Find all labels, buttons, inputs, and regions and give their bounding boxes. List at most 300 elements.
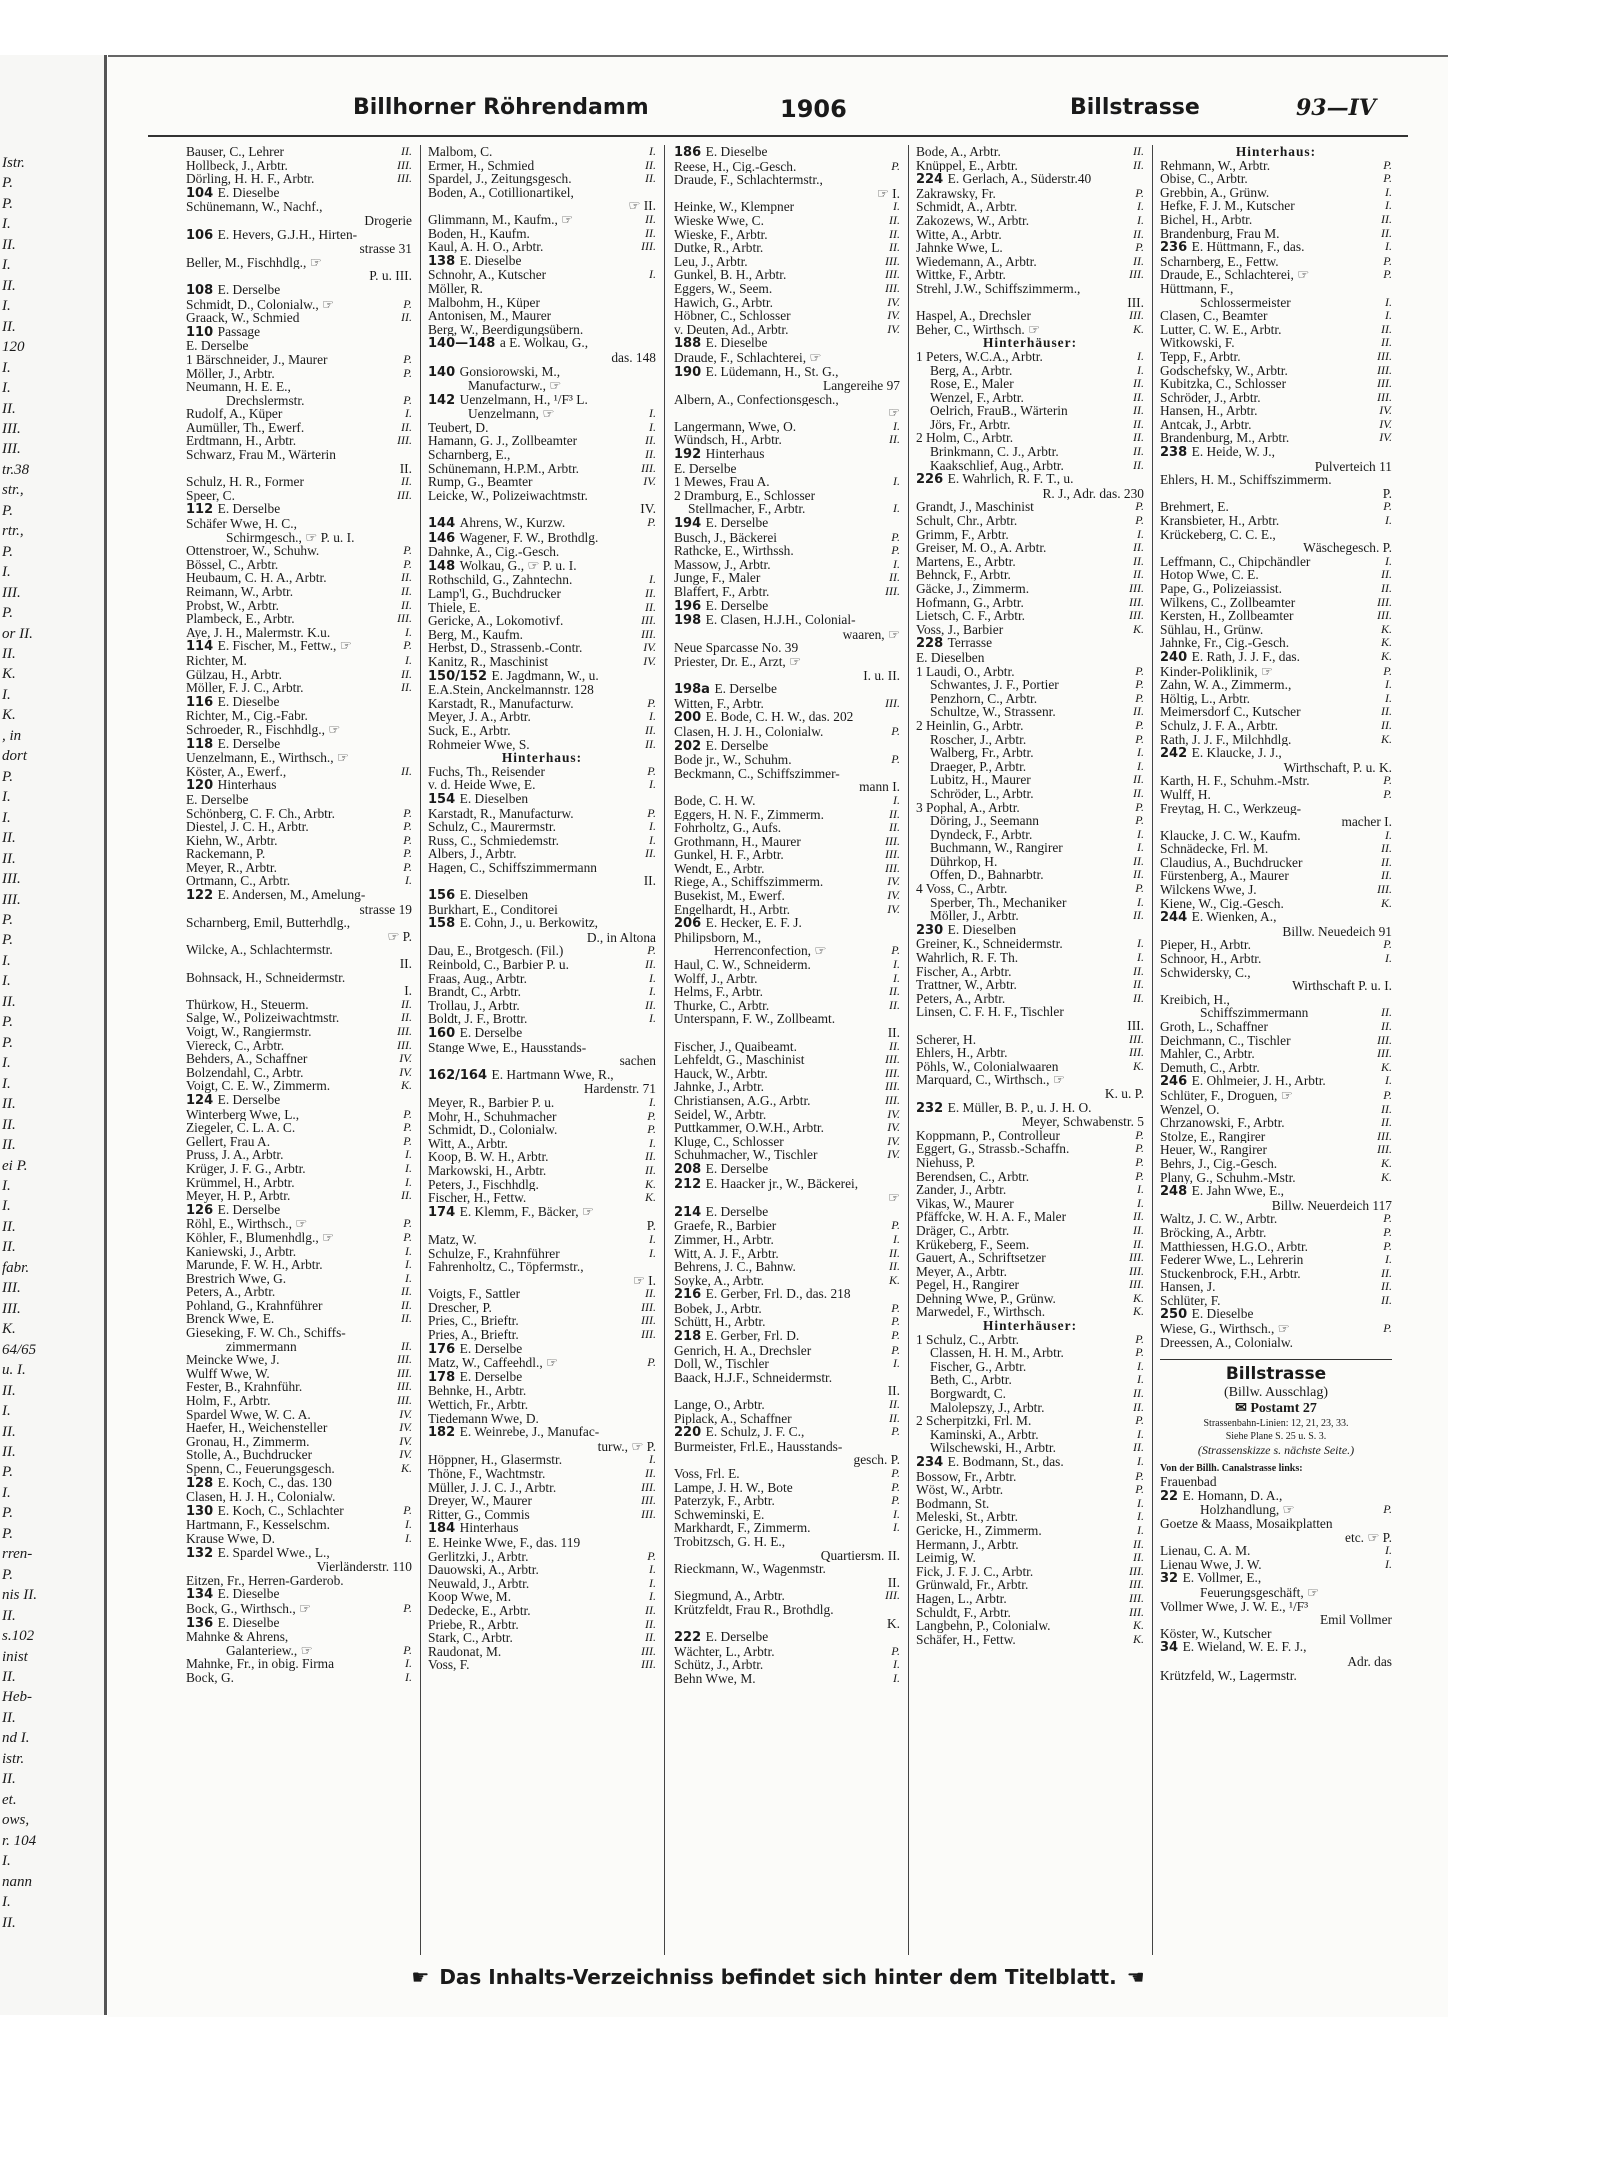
floor-marker: IV. xyxy=(887,902,900,916)
entry-text: Langereihe 97 xyxy=(823,379,900,393)
floor-marker: I. xyxy=(649,1246,656,1260)
directory-entry xyxy=(1160,1074,1392,1089)
entry-text: D., in Altona xyxy=(586,930,656,945)
entry-text: Herrenconfection, ☞ xyxy=(714,944,827,959)
entry-text: Rudolf, A., Küper xyxy=(186,407,283,421)
house-number: 240 xyxy=(1160,649,1192,665)
entry-text: Voss, Frl. E. xyxy=(674,1467,740,1481)
directory-entry xyxy=(674,406,900,420)
directory-entry xyxy=(186,1135,412,1149)
house-number: 228 xyxy=(916,636,948,651)
entry-text: E. Derselbe xyxy=(459,1369,523,1384)
directory-entry xyxy=(186,930,412,944)
directory-entry xyxy=(674,697,900,711)
directory-entry xyxy=(674,972,900,986)
entry-text: Stolle, A., Buchdrucker xyxy=(186,1448,313,1462)
entry-text: Bichel, H., Arbtr. xyxy=(1160,212,1253,227)
floor-marker: I. xyxy=(649,1576,656,1590)
entry-text: E. Homann, D. A., xyxy=(1182,1488,1283,1503)
column-3 xyxy=(674,145,900,1955)
entry-text: Voigts, F., Sattler xyxy=(428,1287,521,1301)
entry-text: Billw. Neuerdeich 117 xyxy=(1271,1198,1392,1213)
floor-marker: P. xyxy=(891,544,900,558)
directory-entry xyxy=(186,380,412,394)
entry-text: Gericke, A., Lokomotivf. xyxy=(428,614,564,628)
strip-fragment: K. xyxy=(2,707,16,724)
entry-text: Schulz, C., Maurermstr. xyxy=(428,820,556,834)
directory-entry xyxy=(916,555,1144,569)
floor-marker: I. xyxy=(1385,952,1392,966)
directory-entry xyxy=(674,1589,900,1603)
directory-entry xyxy=(674,1412,900,1426)
directory-entry xyxy=(1160,1143,1392,1157)
directory-entry xyxy=(1160,541,1392,555)
directory-entry xyxy=(1160,1116,1392,1130)
directory-entry xyxy=(916,241,1144,255)
directory-entry xyxy=(186,1108,412,1122)
floor-marker: III. xyxy=(641,614,656,628)
entry-text: Karstadt, R., Manufacturw. xyxy=(428,806,574,821)
entry-text: Schütt, H., Arbtr. xyxy=(674,1315,766,1330)
entry-text: v. Deuten, Ad., Arbtr. xyxy=(674,322,789,337)
directory-entry xyxy=(186,531,412,545)
entry-text: Wirthschaft, P. u. K. xyxy=(1283,760,1392,775)
directory-entry xyxy=(1160,1503,1392,1517)
directory-entry xyxy=(916,200,1144,214)
entry-text: K. u. P. xyxy=(1104,1086,1144,1101)
directory-entry xyxy=(1160,1669,1392,1683)
floor-marker: P. xyxy=(1383,1225,1392,1239)
floor-marker: II. xyxy=(645,587,656,600)
floor-marker: I. xyxy=(649,710,656,724)
directory-entry xyxy=(916,1305,1144,1319)
strip-fragment: II. xyxy=(2,1443,16,1460)
entry-text: gesch. P. xyxy=(853,1453,900,1467)
directory-entry xyxy=(1160,829,1392,843)
floor-marker: III. xyxy=(397,612,412,626)
directory-entry xyxy=(674,585,900,599)
entry-text: Stellmacher, F., Arbtr. xyxy=(688,502,806,517)
strip-fragment: , in xyxy=(2,727,22,744)
floor-marker: III. xyxy=(1377,363,1392,377)
entry-text: Dräger, C., Arbtr. xyxy=(916,1223,1010,1238)
entry-text: Lampe, J. H. W., Bote xyxy=(674,1480,793,1495)
directory-entry xyxy=(1160,445,1392,460)
directory-entry xyxy=(186,558,412,572)
entry-text: E. Koch, C., das. 130 xyxy=(217,1475,332,1490)
floor-marker: I. xyxy=(405,1531,412,1545)
directory-entry xyxy=(186,847,412,861)
directory-entry xyxy=(186,1066,412,1080)
directory-entry xyxy=(1160,309,1392,323)
floor-marker: II. xyxy=(1381,718,1392,732)
floor-marker: I. xyxy=(1385,1253,1392,1267)
floor-marker: P. xyxy=(403,1217,412,1231)
entry-text: Eggert, G., Strassb.-Schaffn. xyxy=(916,1142,1070,1156)
entry-text: Kiehn, W., Arbtr. xyxy=(186,833,278,848)
directory-entry xyxy=(428,1137,656,1151)
directory-entry xyxy=(916,760,1144,774)
entry-text: Berendsen, C., Arbtr. xyxy=(916,1169,1030,1184)
directory-entry xyxy=(186,1518,412,1532)
entry-text: Haspel, A., Drechsler xyxy=(916,309,1031,323)
floor-marker: P. xyxy=(1135,1483,1144,1497)
entry-text: Herbst, D., Strassenb.-Contr. xyxy=(428,641,583,655)
floor-marker: II. xyxy=(645,1150,656,1164)
directory-entry xyxy=(916,500,1144,514)
floor-marker: IV. xyxy=(1379,431,1392,445)
directory-entry xyxy=(674,1440,900,1454)
floor-marker: III. xyxy=(641,1494,656,1508)
entry-text: Brandt, C., Arbtr. xyxy=(428,985,521,999)
strip-fragment: II. xyxy=(2,1914,16,1931)
entry-text: Holm, F., Arbtr. xyxy=(186,1394,271,1408)
floor-marker: III. xyxy=(885,861,900,875)
floor-marker: II. xyxy=(645,172,656,186)
floor-marker: II. xyxy=(1133,909,1144,923)
directory-entry xyxy=(186,1093,412,1108)
entry-text: Matz, W., Caffeehdl., ☞ xyxy=(428,1356,559,1370)
floor-marker: III. xyxy=(1129,268,1144,282)
directory-entry xyxy=(186,1189,412,1203)
directory-entry xyxy=(916,1087,1144,1101)
floor-marker: II. xyxy=(401,1189,412,1203)
floor-marker: K. xyxy=(1132,622,1144,636)
directory-entry xyxy=(674,1467,900,1481)
directory-entry xyxy=(186,1476,412,1491)
directory-entry xyxy=(428,1590,656,1604)
directory-entry xyxy=(1160,1571,1392,1586)
directory-entry xyxy=(916,1551,1144,1565)
entry-text: Karth, H. F., Schuhm.-Mstr. xyxy=(1160,774,1310,788)
directory-entry xyxy=(674,351,900,365)
entry-text: Wächter, L., Arbtr. xyxy=(674,1644,775,1659)
directory-entry xyxy=(186,1657,412,1671)
directory-entry xyxy=(428,213,656,227)
directory-entry xyxy=(428,516,656,531)
floor-marker: P. xyxy=(403,1503,412,1517)
floor-marker: III. xyxy=(641,1480,656,1494)
entry-text: Clasen, C., Beamter xyxy=(1160,309,1268,323)
entry-text: Stolze, E., Rangirer xyxy=(1160,1129,1266,1144)
entry-text: Möller, F. J. C., Arbtr. xyxy=(186,681,304,695)
floor-marker: I. xyxy=(405,1161,412,1175)
directory-entry xyxy=(1160,774,1392,788)
floor-marker: K. xyxy=(400,1079,412,1093)
directory-entry xyxy=(674,1425,900,1440)
entry-text: Dutke, R., Arbtr. xyxy=(674,241,764,255)
strip-fragment: r. 104 xyxy=(2,1832,37,1849)
entry-text: E. Lüdemann, H., St. G., xyxy=(705,364,839,379)
entry-text: Freytag, H. C., Werkzeug- xyxy=(1160,801,1302,816)
floor-marker: I. xyxy=(649,268,656,282)
directory-entry xyxy=(428,1412,656,1426)
strip-fragment: I. xyxy=(2,973,11,990)
entry-text: Frauenbad xyxy=(1160,1475,1217,1489)
floor-marker: III. xyxy=(1129,582,1144,595)
entry-text: Bock, G. xyxy=(186,1670,234,1685)
floor-marker: II. xyxy=(1133,554,1144,568)
entry-text: zimmermann xyxy=(226,1339,297,1354)
entry-text: Pegel, H., Rangirer xyxy=(916,1278,1020,1292)
directory-entry xyxy=(1160,404,1392,418)
entry-text: Fischer, G., Arbtr. xyxy=(930,1359,1027,1374)
entry-text: Malolepszy, J., Arbtr. xyxy=(930,1400,1045,1415)
house-number: 150/152 xyxy=(428,668,492,684)
entry-text: Lienau Wwe, J. W. xyxy=(1160,1557,1262,1572)
directory-entry xyxy=(916,746,1144,760)
entry-text: Hofmann, G., Arbtr. xyxy=(916,595,1024,610)
floor-marker: II. xyxy=(1133,1400,1144,1414)
entry-text: E. Derselbe xyxy=(674,461,737,476)
entry-text: E. Derselbe xyxy=(186,339,249,353)
entry-text: Markhardt, F., Zimmerm. xyxy=(674,1521,811,1535)
directory-entry xyxy=(1160,159,1392,173)
entry-text: Spardel Wwe, W. C. A. xyxy=(186,1407,311,1422)
floor-marker: II. xyxy=(401,585,412,598)
floor-marker: I. xyxy=(1137,1496,1144,1510)
floor-marker: II. xyxy=(889,433,900,447)
floor-marker: III. xyxy=(885,281,900,295)
floor-marker: I. xyxy=(1137,1510,1144,1524)
entry-text: Rehmann, W., Arbtr. xyxy=(1160,158,1271,173)
entry-text: Niehuss, P. xyxy=(916,1155,976,1170)
directory-entry xyxy=(428,1536,656,1550)
entry-text: ☞ I. xyxy=(876,186,900,201)
entry-text: Krützfeld, W., Lagermstr. xyxy=(1160,1668,1297,1683)
floor-marker: III. xyxy=(885,1080,900,1094)
strip-fragment: III. xyxy=(2,1300,21,1317)
floor-marker: I. xyxy=(893,557,900,571)
directory-entry xyxy=(1160,856,1392,870)
directory-entry xyxy=(428,186,656,200)
strip-fragment: I. xyxy=(2,298,11,315)
entry-text: Wolff, J., Arbtr. xyxy=(674,971,758,986)
directory-entry xyxy=(674,1274,900,1288)
strip-fragment: II. xyxy=(2,1116,16,1133)
floor-marker: II. xyxy=(645,1287,656,1301)
entry-text: Schmidt, A., Arbtr. xyxy=(916,200,1018,214)
entry-text: ☞ II. xyxy=(628,199,656,213)
directory-entry xyxy=(428,738,656,752)
directory-entry xyxy=(428,421,656,435)
strip-fragment: II. xyxy=(2,1771,16,1788)
directory-entry xyxy=(916,364,1144,378)
floor-marker: II. xyxy=(401,1339,412,1353)
floor-marker: P. xyxy=(891,753,900,767)
entry-text: Antonisen, M., Maurer xyxy=(428,309,552,323)
entry-text: II. xyxy=(399,461,412,476)
entry-text: E. Klemm, F., Bäcker, ☞ xyxy=(459,1204,594,1219)
directory-entry xyxy=(674,228,900,242)
entry-text: E. Schulz, J. F. C., xyxy=(705,1425,805,1440)
directory-entry xyxy=(428,916,656,931)
house-number: 248 xyxy=(1160,1184,1192,1199)
floor-marker: P. xyxy=(1383,254,1392,268)
directory-entry xyxy=(186,1546,412,1561)
floor-marker: I. xyxy=(649,1136,656,1150)
directory-entry xyxy=(916,1210,1144,1224)
directory-entry xyxy=(1160,1307,1392,1322)
directory-entry xyxy=(428,931,656,945)
entry-text: Matthiessen, H.G.O., Arbtr. xyxy=(1160,1239,1309,1254)
directory-entry xyxy=(916,1441,1144,1455)
directory-entry xyxy=(186,793,412,807)
entry-text: Drechslermstr. xyxy=(226,393,305,408)
directory-entry xyxy=(186,737,412,752)
directory-entry xyxy=(428,1577,656,1591)
floor-marker: I. xyxy=(405,1244,412,1258)
floor-marker: III. xyxy=(1377,377,1392,391)
directory-entry xyxy=(186,1630,412,1644)
floor-marker: K. xyxy=(1380,622,1392,636)
floor-marker: K. xyxy=(1132,322,1144,336)
entry-text: E. Derselbe xyxy=(217,502,281,517)
directory-entry xyxy=(916,1156,1144,1170)
directory-entry xyxy=(916,665,1144,679)
directory-entry xyxy=(1160,938,1392,952)
directory-entry xyxy=(674,173,900,187)
billstrasse-section xyxy=(1160,1359,1392,1475)
directory-entry xyxy=(916,978,1144,992)
entry-text: Peters, A., Arbtr. xyxy=(186,1285,276,1299)
strip-fragment: I. xyxy=(2,380,11,397)
entry-text: Salge, W., Polizeiwachtmstr. xyxy=(186,1011,340,1025)
directory-entry xyxy=(674,282,900,296)
directory-entry xyxy=(674,1233,900,1247)
entry-text: Godschefsky, W., Arbtr. xyxy=(1160,363,1288,378)
entry-text: Spardel, J., Zeitungsgesch. xyxy=(428,172,572,186)
directory-entry xyxy=(916,609,1144,623)
entry-text: 2 Heinlin, G., Arbtr. xyxy=(916,718,1024,733)
entry-text: Dreessen, A., Colonialw. xyxy=(1160,1335,1294,1350)
directory-entry xyxy=(428,1494,656,1508)
entry-text: E. Clasen, H.J.H., Colonial- xyxy=(705,613,856,628)
directory-entry xyxy=(674,1494,900,1508)
entry-text: Krückeberg, C. C. E., xyxy=(1160,527,1276,542)
entry-text: Greiner, K., Schneidermstr. xyxy=(916,937,1063,952)
entry-text: Hardenstr. 71 xyxy=(583,1082,656,1096)
entry-text: Uenzelmann, ☞ xyxy=(468,407,555,421)
entry-text: Peters, J., Fischhdlg. xyxy=(428,1177,539,1192)
entry-text: Lamp'l, G., Buchdrucker xyxy=(428,587,561,601)
floor-marker: III. xyxy=(397,172,412,186)
house-number: 136 xyxy=(186,1615,218,1631)
floor-marker: P. xyxy=(647,944,656,958)
directory-entry xyxy=(1160,1640,1392,1655)
floor-marker: P. xyxy=(403,1601,412,1615)
directory-entry xyxy=(674,1398,900,1412)
floor-marker: II. xyxy=(889,227,900,241)
floor-marker: P. xyxy=(647,1356,656,1370)
floor-marker: P. xyxy=(1135,1155,1144,1169)
floor-marker: P. xyxy=(403,860,412,874)
entry-text: Malbohm, H., Küper xyxy=(428,295,540,310)
entry-text: E. Gerber, Frl. D., das. 218 xyxy=(705,1287,851,1302)
entry-text: Hinterhaus xyxy=(459,1521,519,1536)
entry-text: Hamann, G. J., Zollbeamter xyxy=(428,434,578,449)
floor-marker: II. xyxy=(1381,842,1392,856)
floor-marker: I. xyxy=(1137,527,1144,541)
directory-entry xyxy=(674,739,900,754)
floor-marker: P. xyxy=(403,1230,412,1244)
entry-text: Galanteriew., ☞ xyxy=(226,1643,313,1658)
entry-text: Müller, J. J. C. J., Arbtr. xyxy=(428,1480,557,1495)
entry-text: Wäschegesch. P. xyxy=(1303,541,1392,555)
house-number: 220 xyxy=(674,1425,706,1440)
floor-marker: III. xyxy=(397,488,412,502)
floor-marker: III. xyxy=(1129,595,1144,609)
directory-entry xyxy=(186,228,412,243)
entry-text: Ehlers, H. M., Schiffszimmerm. xyxy=(1160,473,1332,487)
entry-text: E. Derselbe xyxy=(217,1092,281,1107)
floor-marker: I. xyxy=(893,971,900,985)
entry-text: Mahler, C., Arbtr. xyxy=(1160,1047,1255,1061)
directory-entry xyxy=(916,1470,1144,1484)
floor-marker: I. xyxy=(1137,841,1144,855)
floor-marker: II. xyxy=(1381,1116,1392,1130)
floor-marker: P. xyxy=(1135,800,1144,814)
directory-page xyxy=(108,55,1448,2017)
directory-entry xyxy=(428,1096,656,1110)
directory-entry xyxy=(916,1183,1144,1197)
floor-marker: I. xyxy=(1137,1427,1144,1441)
directory-entry xyxy=(916,855,1144,869)
entry-text: Gericke, H., Zimmerm. xyxy=(916,1523,1042,1538)
entry-text: Schütz, J., Arbtr. xyxy=(674,1658,764,1672)
entry-text: Offen, D., Bahnarbtr. xyxy=(930,868,1044,883)
directory-entry xyxy=(1160,1655,1392,1669)
entry-text: Grandt, J., Maschinist xyxy=(916,500,1034,515)
entry-text: Bössel, C., Arbtr. xyxy=(186,557,279,572)
directory-entry xyxy=(674,1287,900,1302)
entry-text: Döring, J., Seemann xyxy=(930,814,1039,828)
directory-entry xyxy=(186,200,412,214)
directory-entry xyxy=(428,309,656,323)
floor-marker: III. xyxy=(397,1353,412,1367)
entry-text: Jahnke, Fr., Cig.-Gesch. xyxy=(1160,636,1290,650)
floor-marker: III. xyxy=(1129,1264,1144,1278)
house-number: 118 xyxy=(186,736,218,752)
directory-entry xyxy=(428,1301,656,1315)
directory-entry xyxy=(674,544,900,558)
floor-marker: I. xyxy=(649,820,656,834)
entry-text: Witten, F., Arbtr. xyxy=(674,696,764,711)
entry-text: etc. ☞ P. xyxy=(1345,1530,1392,1545)
entry-text: E. Derselbe xyxy=(459,1026,523,1040)
directory-entry xyxy=(1160,255,1392,269)
strip-fragment: II. xyxy=(2,993,16,1010)
floor-marker: I. xyxy=(1137,1196,1144,1210)
floor-marker: I. xyxy=(1385,1557,1392,1571)
floor-marker: IV. xyxy=(399,1421,412,1435)
floor-marker: P. xyxy=(403,1643,412,1657)
entry-text: Boden, A., Cotillionartikel, xyxy=(428,185,574,200)
floor-marker: IV. xyxy=(399,1065,412,1079)
entry-text: Witte, A., Arbtr. xyxy=(916,227,1002,242)
floor-marker: II. xyxy=(645,958,656,972)
directory-entry xyxy=(428,1370,656,1385)
floor-marker: III. xyxy=(1377,349,1392,363)
house-number: 198a xyxy=(674,682,715,697)
directory-entry xyxy=(916,1019,1144,1033)
strip-fragment: I. xyxy=(2,1484,11,1501)
directory-entry xyxy=(186,394,412,408)
directory-entry xyxy=(186,874,412,888)
entry-text: Beth, C., Arbtr. xyxy=(930,1373,1012,1388)
house-number: 236 xyxy=(1160,240,1192,255)
directory-entry xyxy=(1160,1061,1392,1075)
